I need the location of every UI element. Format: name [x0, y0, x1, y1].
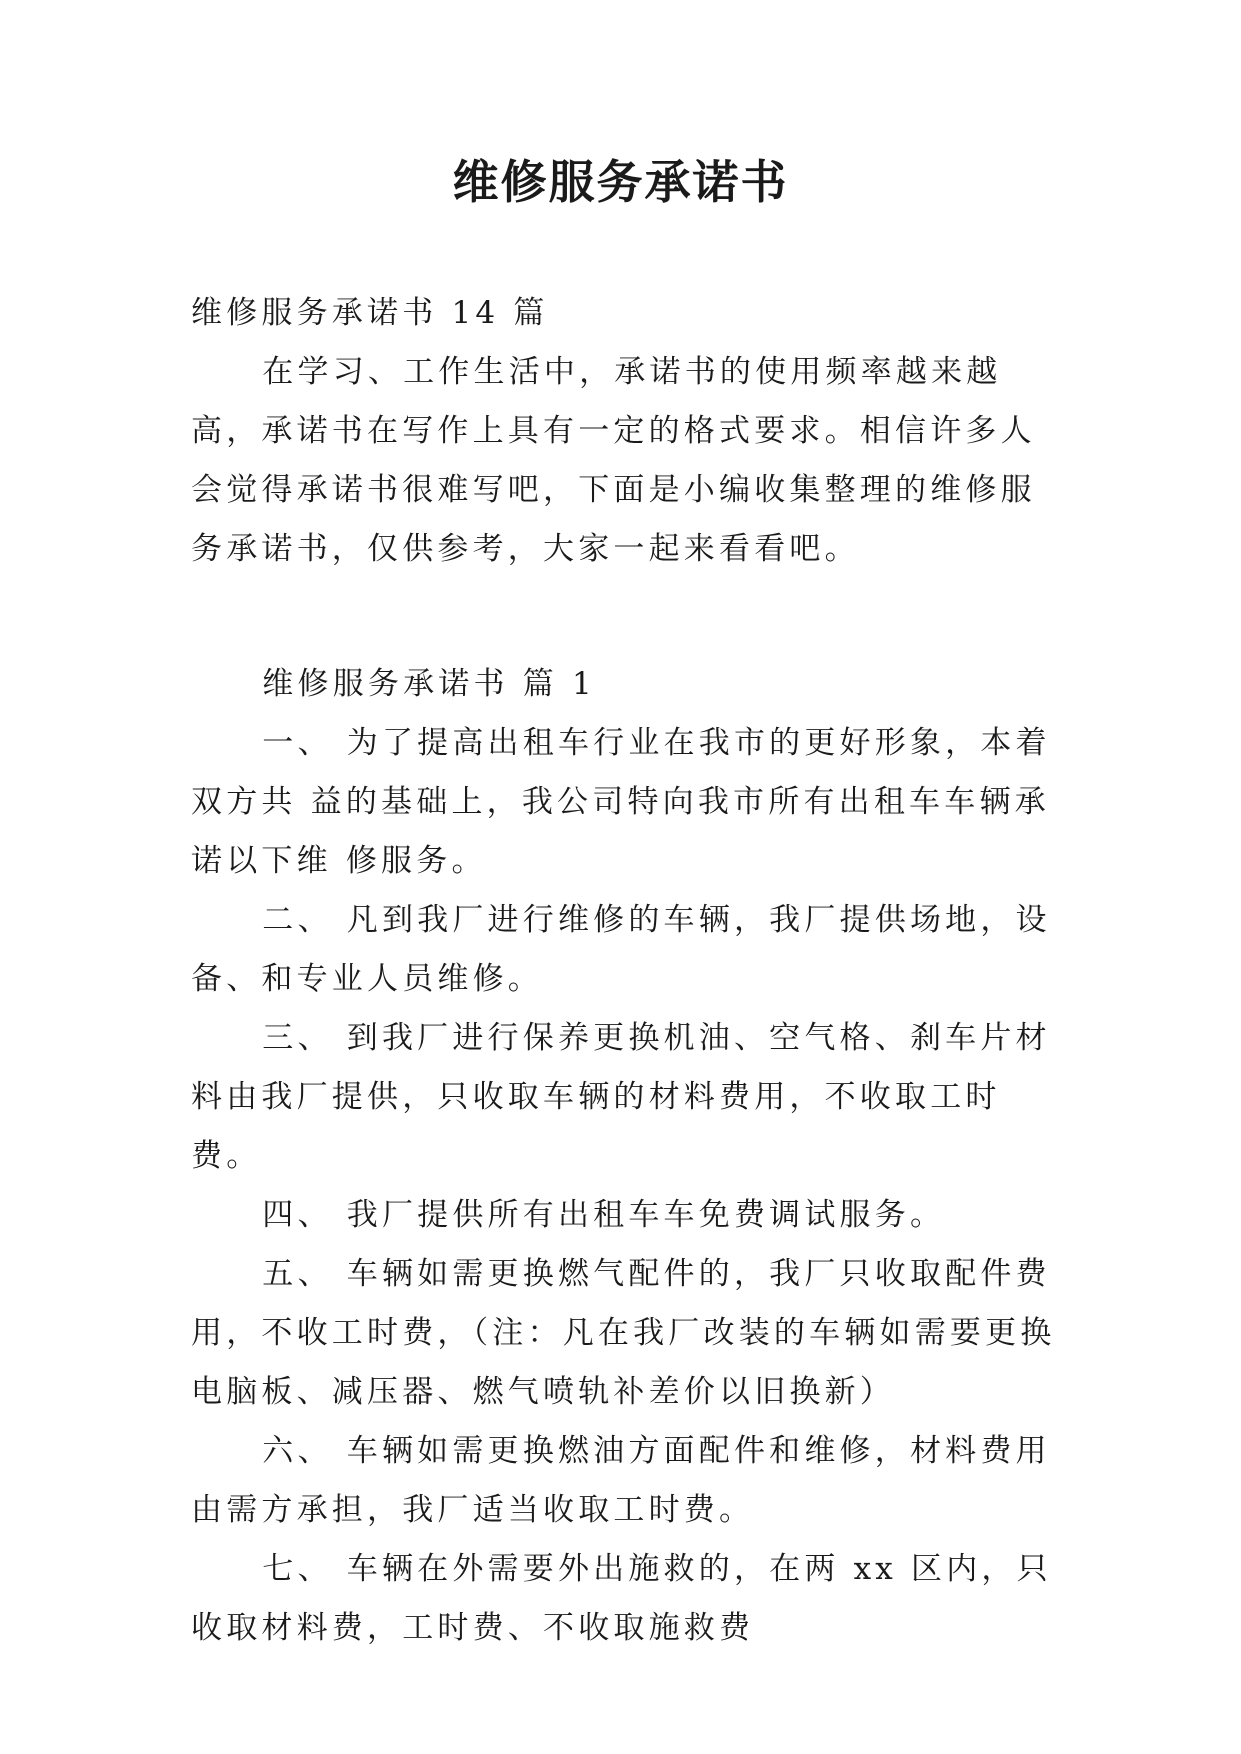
list-item: 六、 车辆如需更换燃油方面配件和维修，材料费用由需方承担，我厂适当收取工时费。	[191, 1433, 1051, 1528]
section-heading: 维修服务承诺书 篇 1	[262, 666, 596, 702]
list-item: 一、 为了提高出租车行业在我市的更好形象，本着双方共 益的基础上，我公司特向我市所有出租车车辆承诺以下维 修服务。	[191, 725, 1051, 879]
document-subtitle: 维修服务承诺书 14 篇	[191, 295, 549, 331]
list-item: 五、 车辆如需更换燃气配件的，我厂只收取配件费用，不收工时费，（注：凡在我厂改装的车辆如需要更换电脑板、减压器、燃气喷轨补差价以旧换新）	[191, 1256, 1056, 1410]
document-body	[191, 284, 1067, 1658]
list-item: 七、 车辆在外需要外出施救的，在两 xx 区内，只收取材料费，工时费、不收取施救费	[191, 1551, 1052, 1646]
list-item: 三、 到我厂进行保养更换机油、空气格、刹车片材料由我厂提供，只收取车辆的材料费用，不收取工时费。	[191, 1020, 1051, 1174]
list-item: 四、 我厂提供所有出租车车免费调试服务。	[262, 1197, 946, 1233]
paragraph-gap	[191, 579, 1067, 655]
list-item: 二、 凡到我厂进行维修的车辆，我厂提供场地，设备、和专业人员维修。	[191, 902, 1051, 997]
document-title: 维修服务承诺书	[452, 155, 789, 209]
intro-paragraph: 在学习、工作生活中，承诺书的使用频率越来越高，承诺书在写作上具有一定的格式要求。相信许多人会觉得承诺书很难写吧，下面是小编收集整理的维修服务承诺书，仅供参考，大家一起来看看吧。	[191, 354, 1036, 567]
